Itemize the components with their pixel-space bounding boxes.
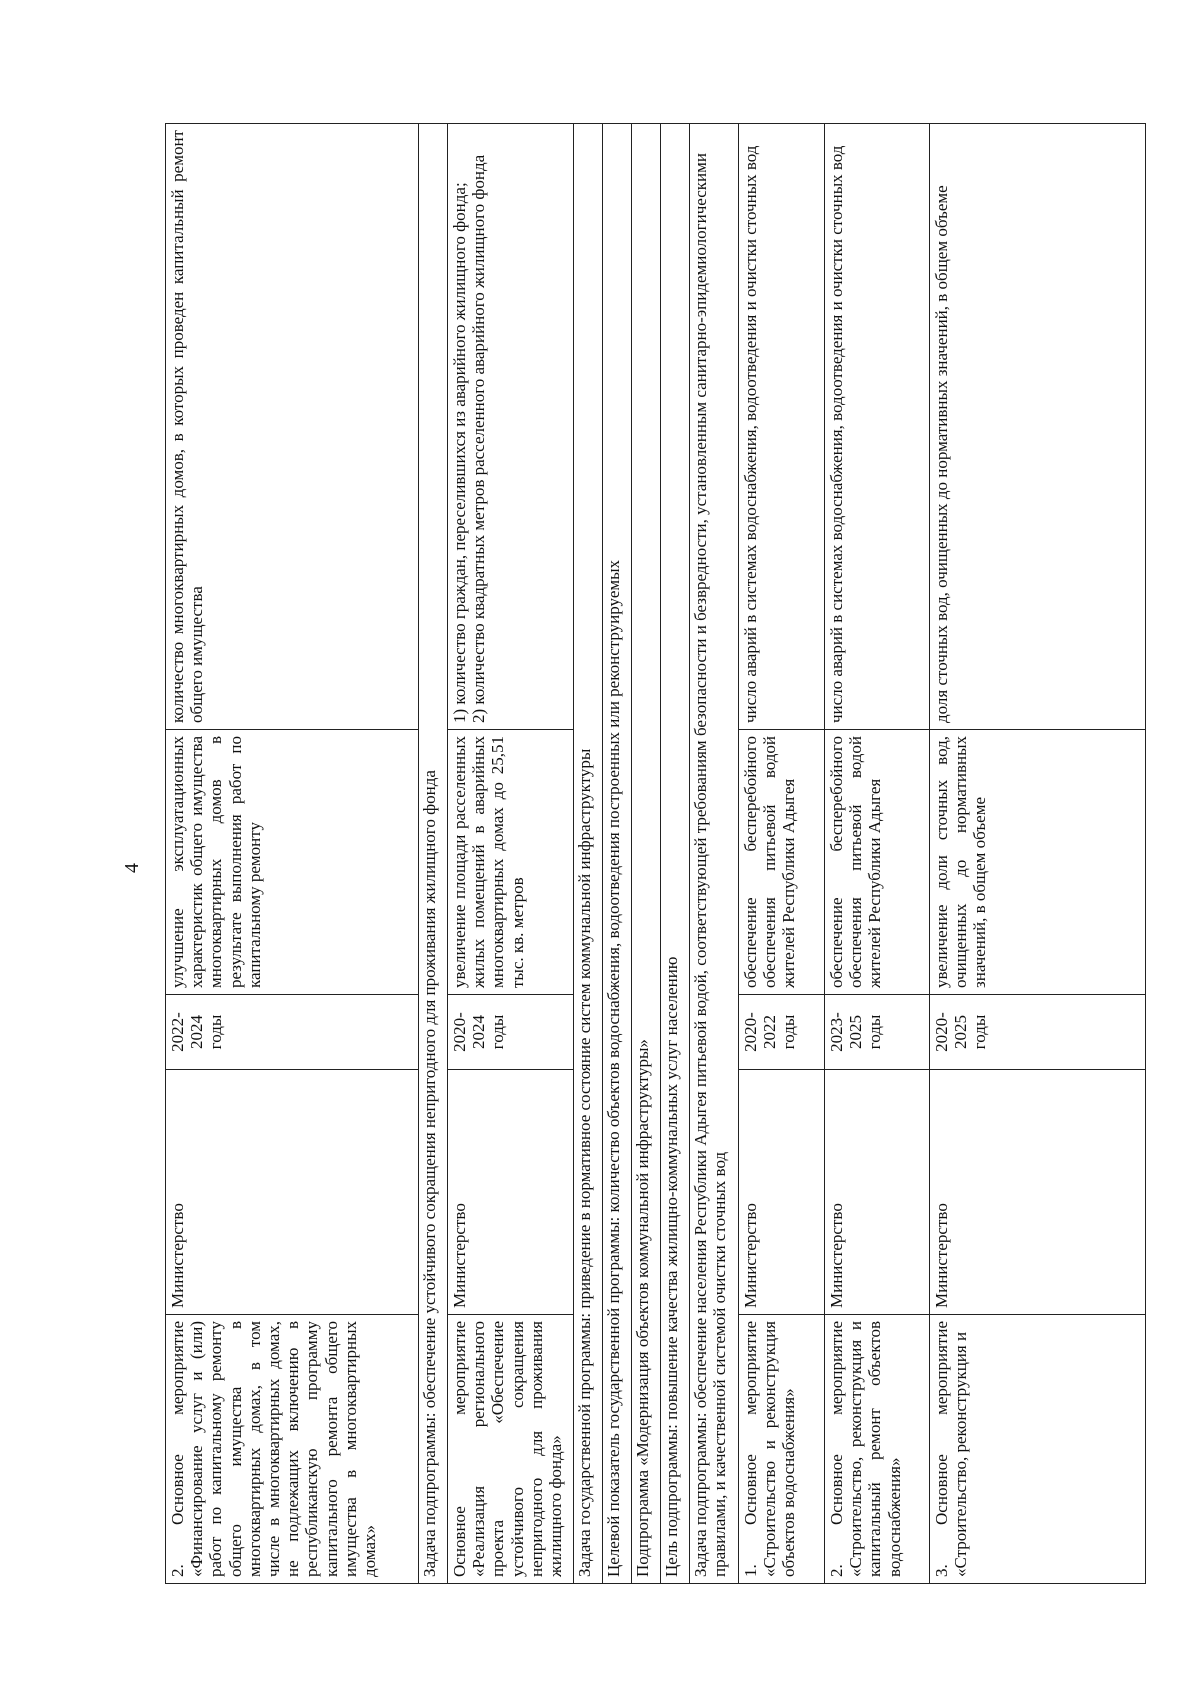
executor-cell: Министерство [448, 1070, 574, 1315]
event-cell: 3. Основное мероприятие «Строительство, реконструкция и [930, 1315, 1146, 1584]
section-row [603, 124, 632, 1584]
period-cell: 2023-2025 годы [825, 995, 930, 1070]
subprogram-title: Подпрограмма «Модернизация объектов коммунальной инфраструктуры» [632, 124, 661, 1584]
section-row [574, 124, 603, 1584]
event-cell: 2. Основное мероприятие «Строительство, реконструкция и капитальный ремонт объектов водоснабжения» [825, 1315, 930, 1584]
result-cell: обеспечение бесперебойного обеспечения питьевой водой жителей Республики Адыгея [739, 730, 825, 995]
indicator-cell: число аварий в системах водоснабжения, водоотведения и очистки сточных вод [739, 124, 825, 730]
indicator-cell: доля сточных вод, очищенных до нормативных значений, в общем объеме [930, 124, 1146, 730]
period-cell: 2020-2025 годы [930, 995, 1146, 1070]
period-cell: 2020-2022 годы [739, 995, 825, 1070]
section-row [661, 124, 690, 1584]
indicator-cell: количество многоквартирных домов, в которых проведен капитальный ремонт общего имущества [166, 124, 419, 730]
target-indicator: Целевой показатель государственной программы: количество объектов водоснабжения, водоотведения построенных или реконструируемых [603, 124, 632, 1584]
page-number: 4 [121, 863, 143, 873]
table-row [930, 124, 1146, 1584]
indicator-line: 2) количество квадратных метров расселенного аварийного жилищного фонда [469, 154, 489, 723]
section-row [632, 124, 661, 1584]
executor-cell: Министерство [930, 1070, 1146, 1315]
table-row [825, 124, 930, 1584]
program-activities-table [165, 123, 1146, 1584]
event-cell: Основное мероприятие «Реализация регионального проекта «Обеспечение устойчивого сокращения непригодного для проживания жилищного фонда» [448, 1315, 574, 1584]
section-row [690, 124, 739, 1584]
result-cell: увеличение доли сточных вод, очищенных до нормативных значений, в общем объеме [930, 730, 1146, 995]
result-cell: увеличение площади расселенных жилых помещений в аварийных многоквартирных домах до 25,51 тыс. кв. метров [448, 730, 574, 995]
subprogram-task: Задача подпрограммы: обеспечение устойчивого сокращения непригодного для проживания жилищного фонда [419, 124, 448, 1584]
subprogram-task: Задача подпрограммы: обеспечение населения Республики Адыгея питьевой водой, соответствующей требованиям безопасности и безвредности, установленным санитарно-эпидемиологическими правилами, и качественной системой очистки сточных вод [690, 124, 739, 1584]
program-task: Задача государственной программы: приведение в нормативное состояние систем коммунальной инфраструктуры [574, 124, 603, 1584]
table-row [448, 124, 574, 1584]
executor-cell: Министерство [825, 1070, 930, 1315]
executor-cell: Министерство [739, 1070, 825, 1315]
period-cell: 2020-2024 годы [448, 995, 574, 1070]
document-table-frame [165, 124, 1145, 1584]
event-cell: 2. Основное мероприятие «Финансирование услуг и (или) работ по капитальному ремонту общего имущества в многоквартирных домах, в том числе в многоквартирных домах, не подлежащих включению в республиканскую программу капитального ремонта общего имущества в многоквартирных домах» [166, 1315, 419, 1584]
table-row [166, 124, 419, 1584]
section-row [419, 124, 448, 1584]
indicator-line: 1) количество граждан, переселившихся из аварийного жилищного фонда; [450, 182, 469, 723]
event-cell: 1. Основное мероприятие «Строительство и реконструкция объектов водоснабжения» [739, 1315, 825, 1584]
period-cell: 2022-2024 годы [166, 995, 419, 1070]
table-row [739, 124, 825, 1584]
indicator-cell [448, 124, 574, 730]
subprogram-goal: Цель подпрограммы: повышение качества жилищно-коммунальных услуг населению [661, 124, 690, 1584]
result-cell: обеспечение бесперебойного обеспечения питьевой водой жителей Республики Адыгея [825, 730, 930, 995]
executor-cell: Министерство [166, 1070, 419, 1315]
indicator-cell: число аварий в системах водоснабжения, водоотведения и очистки сточных вод [825, 124, 930, 730]
result-cell: улучшение эксплуатационных характеристик общего имущества многоквартирных домов в результате выполнения работ по капитальному ремонту [166, 730, 419, 995]
